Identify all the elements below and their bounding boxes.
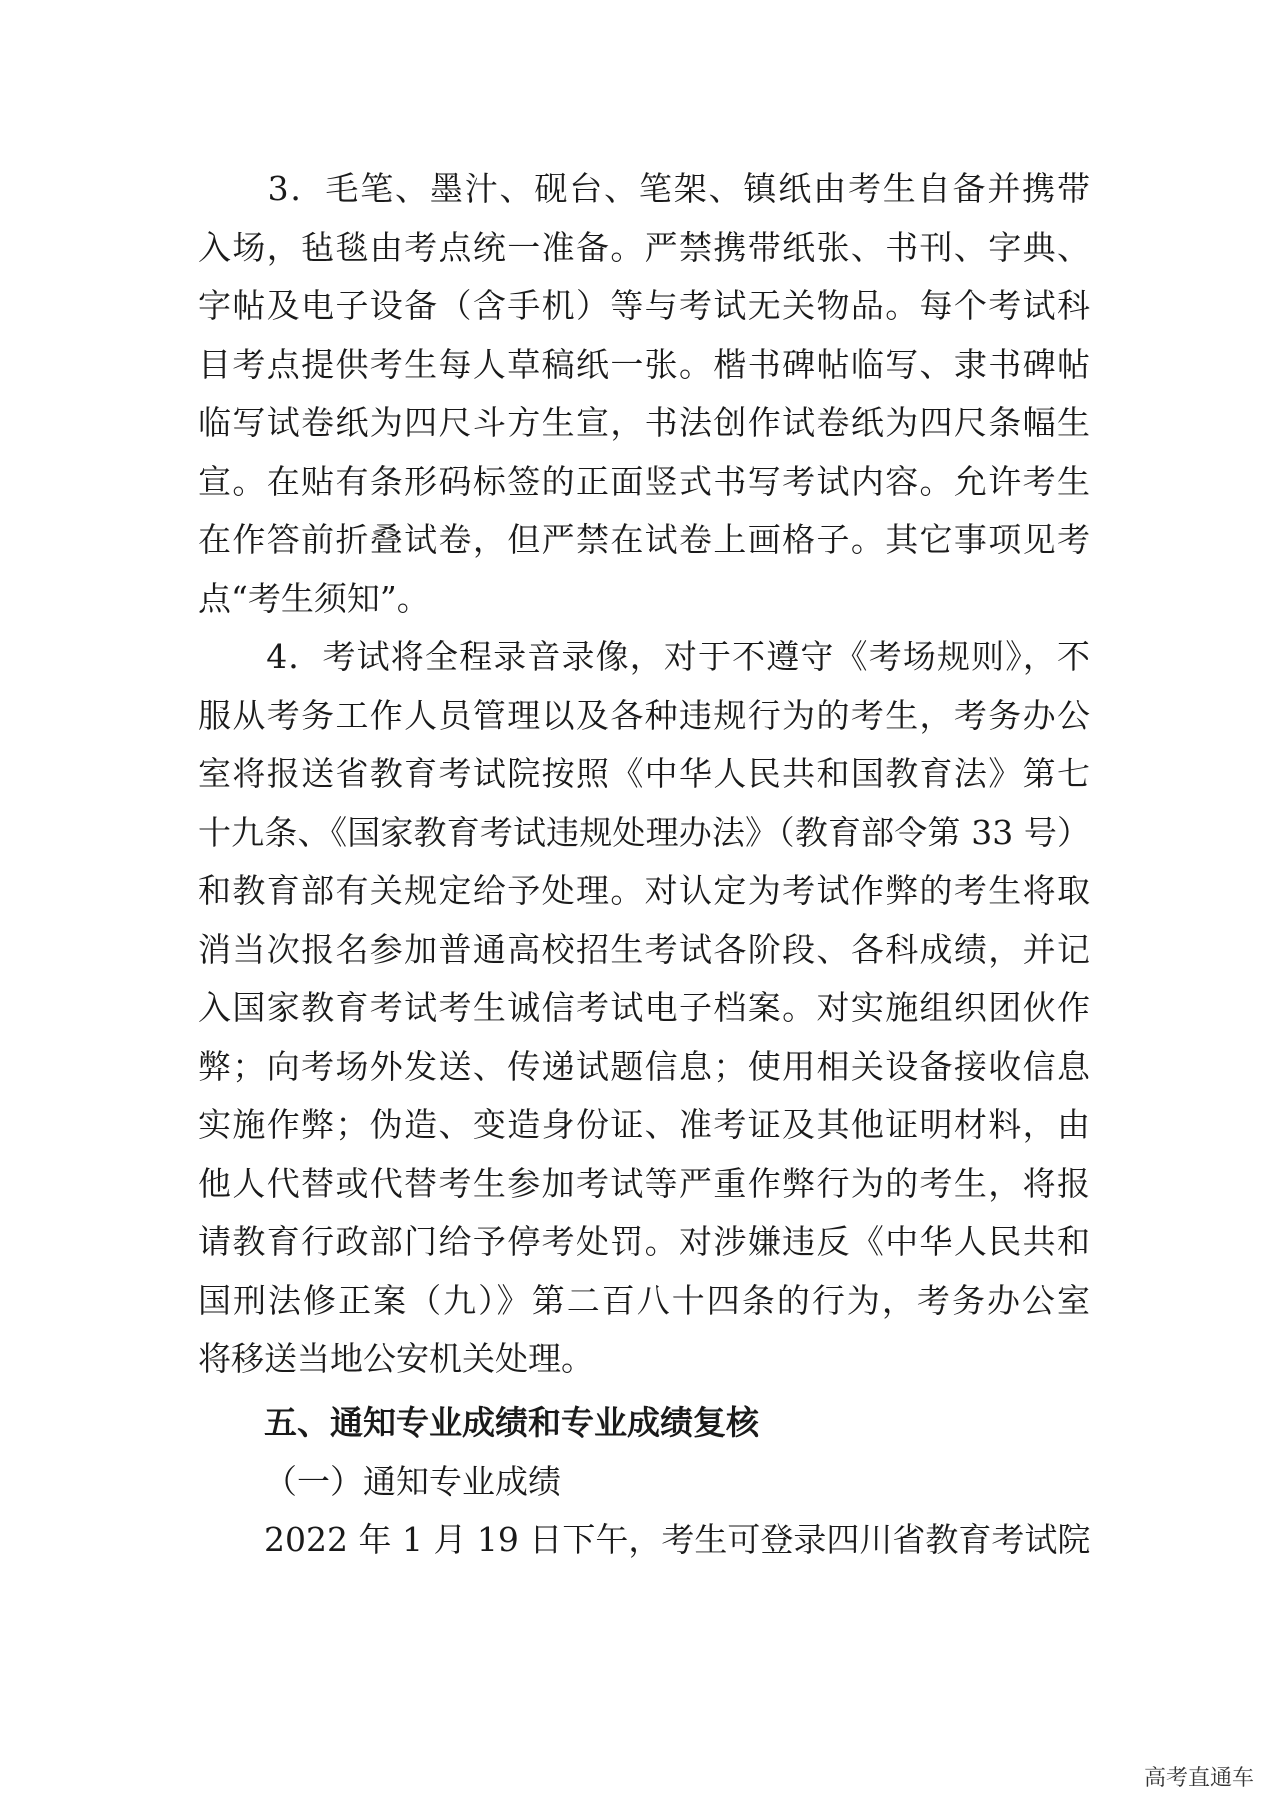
text-line: 宣。在贴有条形码标签的正面竖式书写考试内容。允许考生 — [198, 461, 1090, 501]
text-line: 目考点提供考生每人草稿纸一张。楷书碑帖临写、隶书碑帖 — [198, 344, 1090, 384]
paragraph-item-3 — [198, 160, 1090, 628]
subsection-heading: （一）通知专业成绩 — [264, 1461, 561, 1501]
text-line: 字帖及电子设备（含手机）等与考试无关物品。每个考试科 — [198, 286, 1090, 325]
text-line: 临写试卷纸为四尺斗方生宣，书法创作试卷纸为四尺条幅生 — [198, 403, 1090, 442]
text-line: 2022 年 1 月 19 日下午，考生可登录四川省教育考试院 — [198, 1519, 1090, 1559]
watermark-logo: 高考直通车 — [1143, 1766, 1254, 1791]
text-line: 和教育部有关规定给予处理。对认定为考试作弊的考生将取 — [198, 871, 1090, 910]
text-line: 3．毛笔、墨汁、砚台、笔架、镇纸由考生自备并携带 — [198, 169, 1090, 208]
text-line: 服从考务工作人员管理以及各种违规行为的考生，考务办公 — [198, 695, 1090, 735]
text-line: 请教育行政部门给予停考处罚。对涉嫌违反《中华人民共和 — [198, 1222, 1090, 1261]
text-line: 实施作弊；伪造、变造身份证、准考证及其他证明材料，由 — [198, 1105, 1090, 1144]
text-line: 他人代替或代替考生参加考试等严重作弊行为的考生，将报 — [198, 1163, 1090, 1203]
section-heading: 五、通知专业成绩和专业成绩复核 — [264, 1402, 759, 1442]
text-line: 国刑法修正案（九）》第二百八十四条的行为，考务办公室 — [198, 1280, 1090, 1320]
text-line: 将移送当地公安机关处理。 — [198, 1339, 594, 1378]
text-line: 室将报送省教育考试院按照《中华人民共和国教育法》第七 — [198, 754, 1090, 793]
text-line: 弊；向考场外发送、传递试题信息；使用相关设备接收信息 — [198, 1046, 1090, 1086]
text-line: 在作答前折叠试卷，但严禁在试卷上画格子。其它事项见考 — [198, 520, 1090, 559]
text-line: 4．考试将全程录音录像，对于不遵守《考场规则》，不 — [198, 637, 1090, 676]
text-line: 点“考生须知”。 — [198, 578, 430, 618]
document-page — [198, 160, 1090, 1569]
text-line: 消当次报名参加普通高校招生考试各阶段、各科成绩，并记 — [198, 929, 1090, 969]
paragraph-score-notice — [198, 1511, 1090, 1570]
text-line: 入国家教育考试考生诚信考试电子档案。对实施组织团伙作 — [198, 988, 1090, 1027]
text-line: 十九条、《国家教育考试违规处理办法》（教育部令第 33 号） — [198, 812, 1090, 852]
paragraph-item-4 — [198, 628, 1090, 1389]
text-line: 入场，毡毯由考点统一准备。严禁携带纸张、书刊、字典、 — [198, 227, 1090, 267]
